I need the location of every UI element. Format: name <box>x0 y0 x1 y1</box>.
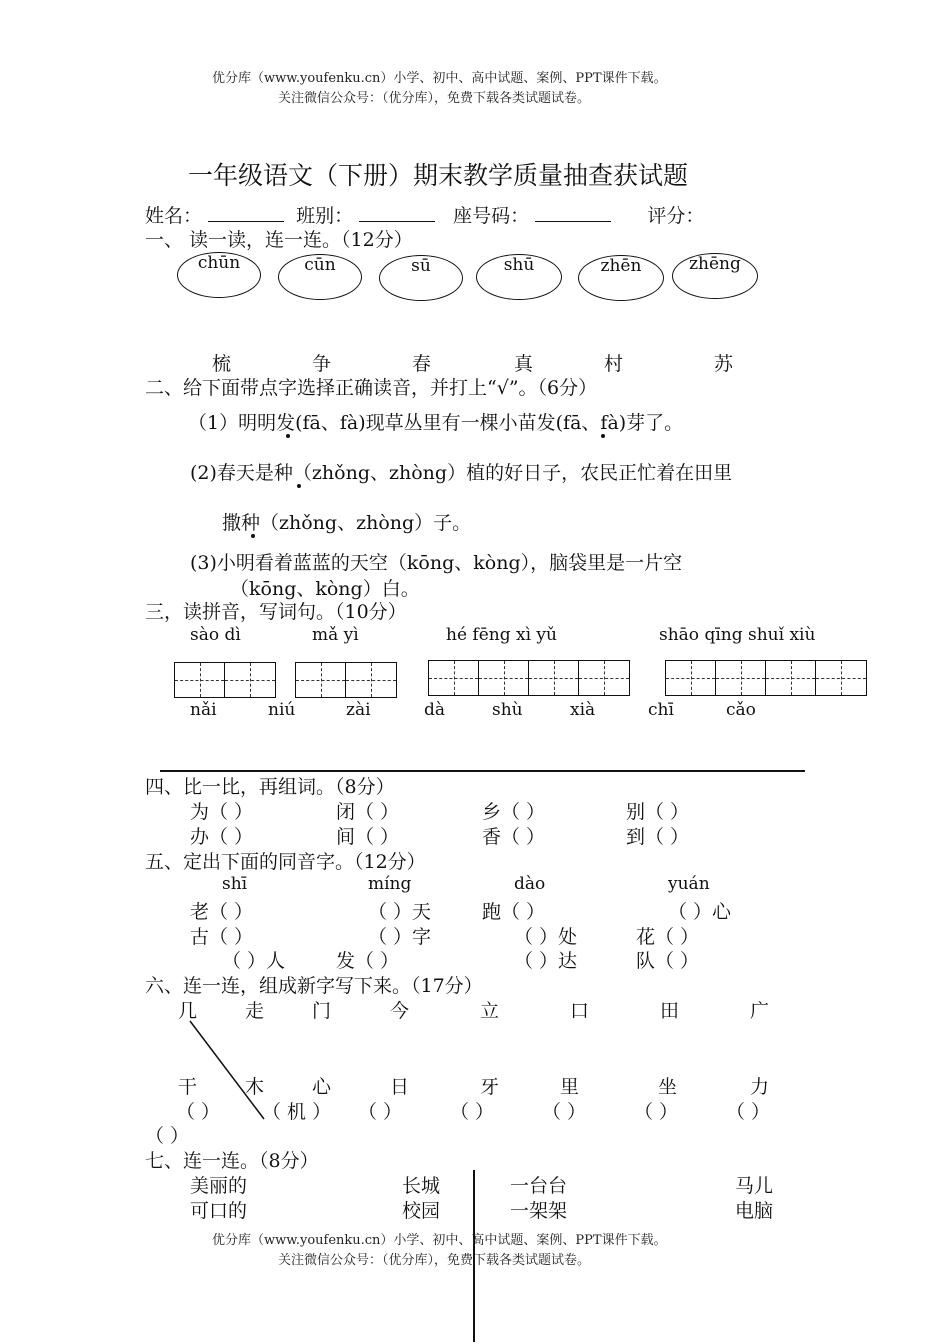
homophone-item: 花（ ） <box>636 926 700 948</box>
homophone-item: （ ）字 <box>368 926 432 948</box>
page-title: 一年级语文（下册）期末教学质量抽查获试题 <box>188 161 689 190</box>
match-mid: 校园 <box>402 1200 441 1222</box>
answer-blank[interactable]: （ ） <box>726 1101 771 1123</box>
answer-blank[interactable]: （ ） <box>176 1101 221 1123</box>
component-bottom: 日 <box>390 1076 410 1098</box>
pinyin-oval <box>578 255 664 301</box>
homophone-pinyin: dào <box>514 874 546 894</box>
score-label: 评分： <box>647 205 705 227</box>
component-bottom: 坐 <box>658 1076 678 1098</box>
compare-item: 别（ ） <box>626 801 690 823</box>
section-5-heading: 五、定出下面的同音字。（12分） <box>145 851 426 873</box>
pinyin-syllable: nǎi <box>190 700 217 720</box>
emphasis-dot <box>251 534 255 538</box>
section-6-heading: 六、连一连，组成新字写下来。（17分） <box>145 975 483 997</box>
student-info-row <box>145 201 704 228</box>
pinyin-oval <box>476 254 562 300</box>
homophone-item: 古（ ） <box>190 926 254 948</box>
match-left: 可口的 <box>190 1200 248 1222</box>
match-far: 马儿 <box>735 1175 774 1197</box>
component-top: 广 <box>750 1000 770 1022</box>
homophone-item: （ ）处 <box>514 926 578 948</box>
match-char: 梳 <box>212 353 232 375</box>
homophone-pinyin: yuán <box>668 874 710 894</box>
compare-item: 到（ ） <box>626 826 690 848</box>
emphasis-dot <box>297 484 301 488</box>
section-2-heading: 二、给下面带点字选择正确读音，并打上“√”。（6分） <box>145 377 598 399</box>
match-char: 村 <box>604 353 624 375</box>
homophone-item: （ ）天 <box>368 901 432 923</box>
pinyin-oval <box>177 252 261 298</box>
writing-grid[interactable] <box>295 662 397 698</box>
compare-item: 间（ ） <box>336 826 400 848</box>
pinyin-syllable: zài <box>346 700 371 720</box>
emphasis-dot <box>601 434 605 438</box>
answer-blank[interactable]: （ ） <box>450 1101 495 1123</box>
component-top: 几 <box>178 1000 198 1022</box>
homophone-item: 跑（ ） <box>482 901 546 923</box>
answer-blank[interactable]: （ 机 ） <box>262 1101 332 1123</box>
match-char: 苏 <box>714 353 734 375</box>
compare-item: 香（ ） <box>482 826 546 848</box>
component-bottom: 牙 <box>480 1076 500 1098</box>
writing-grid[interactable] <box>428 660 630 696</box>
pinyin-text: sū <box>411 256 431 276</box>
component-top: 门 <box>312 1000 332 1022</box>
match-char: 真 <box>514 353 534 375</box>
header-line-2: 关注微信公众号：（优分库），免费下载各类试题试卷。 <box>278 91 591 106</box>
question-2-3: (3)小明看着蓝蓝的天空（kōng、kòng），脑袋里是一片空 <box>190 552 683 574</box>
question-2-3-cont: （kōng、kòng）白。 <box>230 578 420 600</box>
class-label: 班别： <box>296 205 354 227</box>
pinyin-text: zhēng <box>689 254 741 274</box>
section-1-heading: 一、 读一读，连一连。（12分） <box>145 229 413 251</box>
pinyin-word: hé fēng xì yǔ <box>446 625 557 645</box>
homophone-item: 发（ ） <box>336 950 400 972</box>
pinyin-oval <box>379 255 463 301</box>
writing-grid[interactable] <box>665 660 867 696</box>
homophone-item: 老（ ） <box>190 901 254 923</box>
pinyin-syllable: xià <box>570 700 596 720</box>
component-bottom: 木 <box>245 1076 265 1098</box>
component-bottom: 里 <box>560 1076 580 1098</box>
pinyin-oval <box>672 253 758 299</box>
component-top: 田 <box>660 1000 680 1022</box>
match-right: 一架架 <box>510 1200 568 1222</box>
compare-item: 为（ ） <box>190 801 254 823</box>
homophone-item: 队（ ） <box>636 950 700 972</box>
pinyin-oval <box>278 254 362 300</box>
answer-blank[interactable]: （ ） <box>634 1101 679 1123</box>
match-left: 美丽的 <box>190 1175 248 1197</box>
component-bottom: 干 <box>178 1076 198 1098</box>
question-2-2-cont: 撒种（zhǒng、zhòng）子。 <box>222 512 472 534</box>
component-top: 立 <box>480 1000 500 1022</box>
match-mid: 长城 <box>402 1175 441 1197</box>
homophone-item: （ ）心 <box>668 901 732 923</box>
component-top: 今 <box>390 1000 410 1022</box>
match-right: 一台台 <box>510 1175 568 1197</box>
pinyin-text: shū <box>503 255 535 275</box>
name-blank[interactable] <box>208 203 284 222</box>
pinyin-syllable: shù <box>492 700 523 720</box>
match-char: 争 <box>312 353 332 375</box>
answer-blank[interactable]: （ ） <box>145 1125 190 1147</box>
seat-blank[interactable] <box>535 203 611 222</box>
answer-blank[interactable]: （ ） <box>358 1101 403 1123</box>
question-2-1: （1）明明发(fā、fà)现草丛里有一棵小苗发(fā、fà)芽了。 <box>188 412 684 434</box>
compare-item: 乡（ ） <box>482 801 546 823</box>
component-top: 口 <box>570 1000 590 1022</box>
footer-line-2: 关注微信公众号：（优分库），免费下载各类试题试卷。 <box>278 1253 591 1268</box>
pinyin-syllable: niú <box>268 700 296 720</box>
component-bottom: 力 <box>750 1076 770 1098</box>
match-far: 电脑 <box>735 1200 774 1222</box>
section-3-heading: 三，读拼音，写词句。（10分） <box>145 601 407 623</box>
component-bottom: 心 <box>312 1076 332 1098</box>
pinyin-text: cūn <box>304 255 336 275</box>
homophone-pinyin: míng <box>368 874 412 894</box>
pinyin-word: sào dì <box>190 625 241 645</box>
pinyin-word: shāo qīng shuǐ xiù <box>659 625 816 645</box>
question-2-2: (2)春天是种（zhǒng、zhòng）植的好日子，农民正忙着在田里 <box>190 462 733 484</box>
match-char: 春 <box>412 353 432 375</box>
homophone-pinyin: shī <box>222 874 248 894</box>
compare-item: 闭（ ） <box>336 801 400 823</box>
pinyin-word: mǎ yì <box>312 625 359 645</box>
homophone-item: （ ）人 <box>222 950 286 972</box>
pinyin-syllable: chī <box>648 700 674 720</box>
pinyin-syllable: cǎo <box>726 700 756 720</box>
header-line-1: 优分库（www.youfenku.cn）小学、初中、高中试题、案例、PPT课件下载。 <box>212 71 667 86</box>
section-4-heading: 四、比一比，再组词。（8分） <box>145 776 395 798</box>
footer-line-1: 优分库（www.youfenku.cn）小学、初中、高中试题、案例、PPT课件下载。 <box>212 1233 667 1248</box>
answer-blank[interactable]: （ ） <box>542 1101 587 1123</box>
section-7-heading: 七、连一连。（8分） <box>145 1150 319 1172</box>
component-top: 走 <box>245 1000 265 1022</box>
emphasis-dot <box>286 434 290 438</box>
homophone-item: （ ）达 <box>514 950 578 972</box>
seat-label: 座号码： <box>453 205 530 227</box>
pinyin-text: zhēn <box>600 256 642 276</box>
name-label: 姓名： <box>145 205 203 227</box>
pinyin-syllable: dà <box>424 700 446 720</box>
compare-item: 办（ ） <box>190 826 254 848</box>
class-blank[interactable] <box>359 203 435 222</box>
pinyin-text: chūn <box>197 253 241 273</box>
writing-grid[interactable] <box>174 662 276 698</box>
